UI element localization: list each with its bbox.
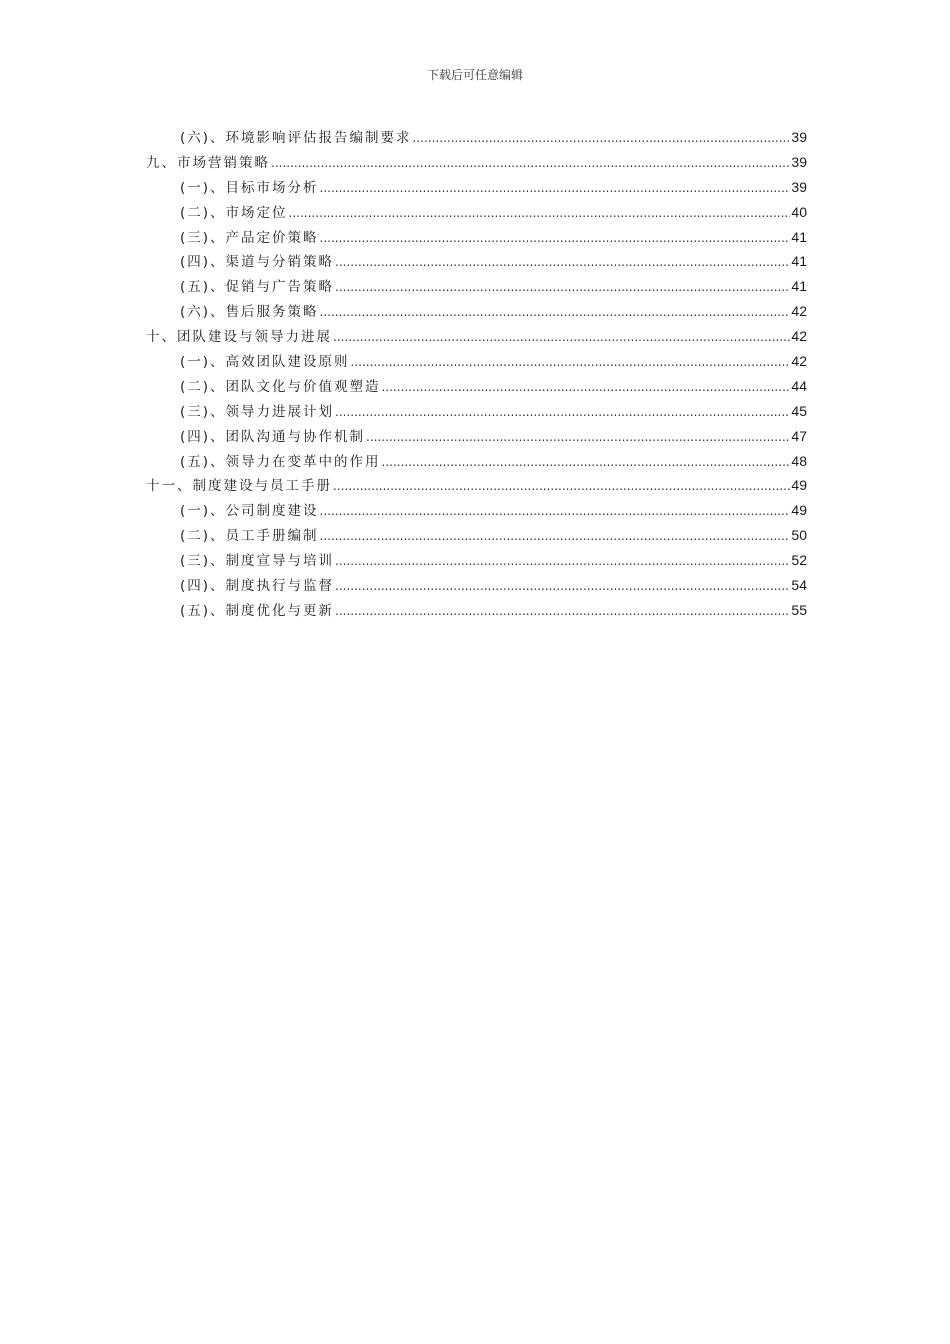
toc-entry[interactable] [146, 524, 807, 549]
toc-entry[interactable] [146, 250, 807, 275]
toc-entry-title: (四)、团队沟通与协作机制 [180, 428, 366, 445]
toc-entry[interactable] [146, 151, 807, 176]
toc-entry-title: (三)、制度宣导与培训 [180, 553, 335, 570]
toc-entry[interactable] [146, 176, 807, 201]
toc-leader [366, 430, 790, 444]
toc-entry-title: (五)、领导力在变革中的作用 [180, 453, 381, 470]
toc-entry[interactable] [146, 549, 807, 574]
toc-entry-title: 十、团队建设与领导力进展 [146, 329, 332, 346]
toc-entry-title: (六)、环境影响评估报告编制要求 [180, 130, 412, 146]
toc-entry-title: (一)、高效团队建设原则 [180, 354, 350, 371]
toc-entry-title: (二)、员工手册编制 [180, 528, 319, 545]
toc-leader [271, 156, 790, 170]
toc-entry-page: 55 [791, 601, 807, 618]
toc-leader [289, 206, 791, 220]
toc-entry[interactable] [146, 275, 807, 300]
toc-entry[interactable] [146, 350, 807, 375]
toc-entry-title: (三)、产品定价策略 [180, 229, 319, 246]
toc-entry-title: (六)、售后服务策略 [180, 304, 319, 321]
toc-entry-page: 49 [791, 477, 807, 494]
toc-leader [335, 579, 790, 593]
toc-entry[interactable] [146, 400, 807, 425]
toc-leader [335, 604, 790, 618]
toc-leader [320, 529, 791, 543]
page-header: 下载后可任意编辑 [426, 68, 523, 82]
toc-leader [320, 504, 791, 518]
toc-entry-title: (一)、公司制度建设 [180, 503, 319, 520]
toc-entry-page: 48 [791, 452, 807, 469]
toc-leader [333, 479, 790, 493]
toc-leader [333, 330, 790, 344]
toc-entry-page: 50 [791, 527, 807, 544]
toc-entry-title: (二)、市场定位 [180, 204, 288, 221]
toc-entry-title: (五)、促销与广告策略 [180, 279, 335, 296]
toc-entry-title: (一)、目标市场分析 [180, 179, 319, 196]
toc-leader [413, 131, 791, 145]
toc-entry-title: (三)、领导力进展计划 [180, 403, 335, 420]
toc-entry-page: 44 [791, 377, 807, 394]
toc-entry-title: (四)、制度执行与监督 [180, 578, 335, 595]
toc-entry[interactable] [146, 201, 807, 226]
toc-entry-title: (五)、制度优化与更新 [180, 602, 335, 619]
toc-entry-title: 十一、制度建设与员工手册 [146, 478, 332, 495]
toc-leader [320, 231, 791, 245]
toc-entry-page: 39 [791, 129, 807, 145]
table-of-contents [146, 126, 807, 624]
toc-entry-page: 45 [791, 402, 807, 419]
toc-entry-page: 42 [791, 353, 807, 370]
toc-leader [320, 305, 791, 319]
toc-entry-page: 52 [791, 552, 807, 569]
toc-entry-page: 41 [791, 228, 807, 245]
toc-entry[interactable] [146, 474, 807, 499]
toc-entry[interactable] [146, 325, 807, 350]
toc-entry-page: 54 [791, 577, 807, 594]
toc-leader [335, 255, 790, 269]
toc-entry[interactable] [146, 574, 807, 599]
toc-entry[interactable] [146, 450, 807, 475]
toc-entry-title: (二)、团队文化与价值观塑造 [180, 378, 381, 395]
toc-entry-title: 九、市场营销策略 [146, 154, 270, 171]
toc-entry[interactable] [146, 599, 807, 624]
toc-entry-page: 40 [791, 203, 807, 220]
toc-leader [335, 554, 790, 568]
toc-leader [351, 355, 791, 369]
toc-leader [382, 455, 791, 469]
toc-entry[interactable] [146, 126, 807, 151]
toc-entry[interactable] [146, 375, 807, 400]
toc-entry[interactable] [146, 425, 807, 450]
toc-entry-page: 47 [791, 427, 807, 444]
toc-entry-page: 41 [791, 253, 807, 270]
toc-leader [382, 380, 791, 394]
toc-entry-page: 42 [791, 328, 807, 345]
toc-entry-page: 49 [791, 502, 807, 519]
toc-entry[interactable] [146, 499, 807, 524]
toc-leader [320, 181, 791, 195]
toc-entry-title: (四)、渠道与分销策略 [180, 254, 335, 271]
toc-entry[interactable] [146, 300, 807, 325]
toc-entry-page: 41 [791, 278, 807, 295]
toc-entry[interactable] [146, 226, 807, 251]
toc-entry-page: 39 [791, 178, 807, 195]
toc-leader [335, 405, 790, 419]
toc-entry-page: 42 [791, 303, 807, 320]
toc-leader [335, 280, 790, 294]
toc-entry-page: 39 [791, 153, 807, 170]
